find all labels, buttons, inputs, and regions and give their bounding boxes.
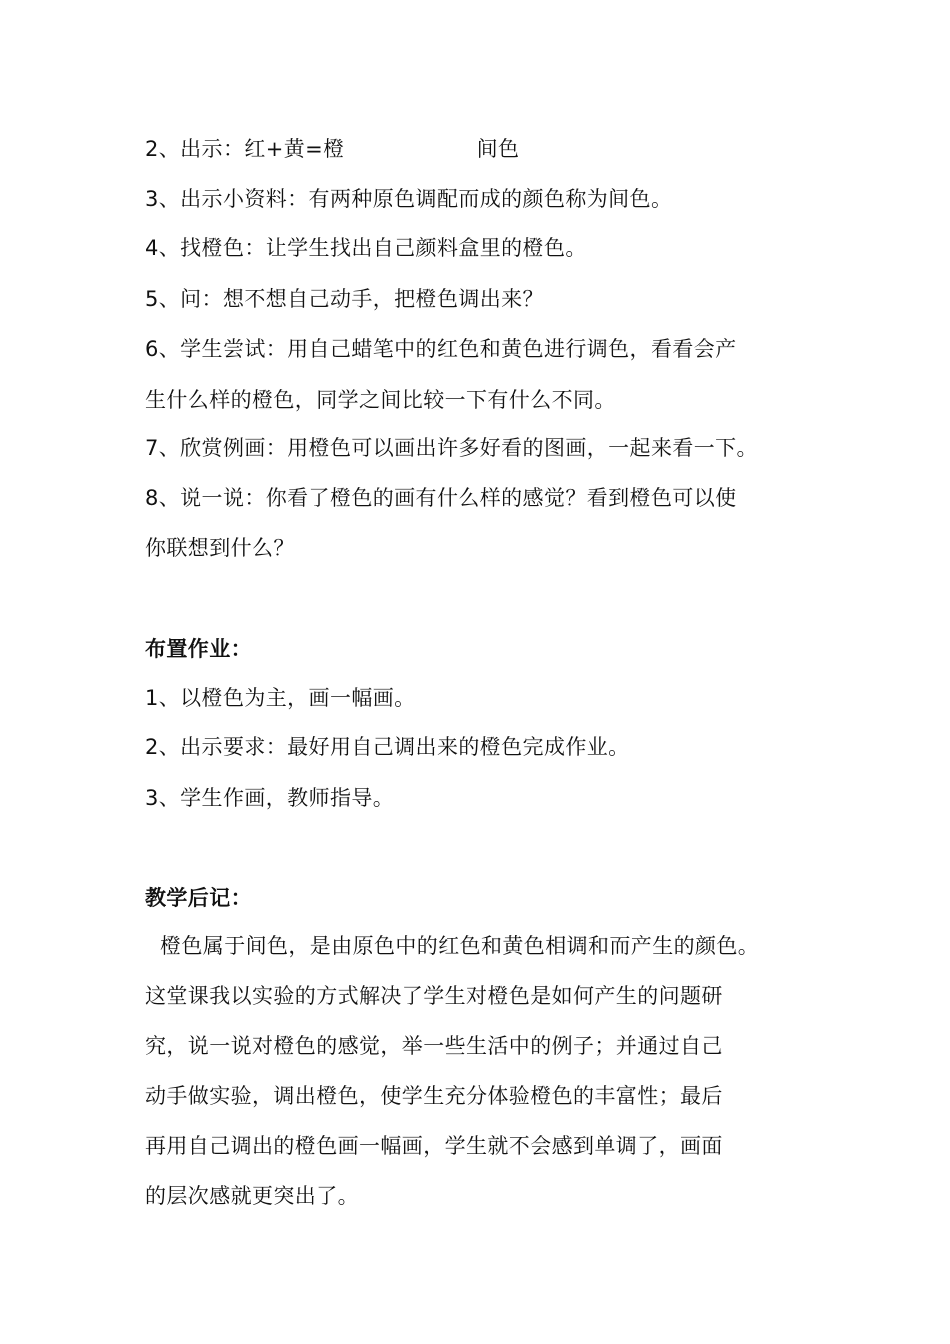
step-7-line: 7、欣赏例画：用橙色可以画出许多好看的图画，一起来看一下。 bbox=[145, 436, 758, 460]
step-8-line-1: 8、说一说：你看了橙色的画有什么样的感觉？看到橙色可以使 bbox=[145, 486, 737, 510]
step-5-line: 5、问：想不想自己动手，把橙色调出来？ bbox=[145, 287, 544, 311]
step-2-line bbox=[145, 134, 519, 164]
step-6-line-1: 6、学生尝试：用自己蜡笔中的红色和黄色进行调色，看看会产 bbox=[145, 337, 737, 361]
homework-item-3: 3、学生作画，教师指导。 bbox=[145, 786, 395, 810]
step-4-line: 4、找橙色：让学生找出自己颜料盒里的橙色。 bbox=[145, 236, 587, 260]
reflection-line-6: 的层次感就更突出了。 bbox=[145, 1184, 359, 1208]
homework-item-1: 1、以橙色为主，画一幅画。 bbox=[145, 686, 416, 710]
homework-heading: 布置作业： bbox=[145, 637, 252, 661]
step-2-label: 间色 bbox=[476, 137, 520, 161]
reflection-line-2: 这堂课我以实验的方式解决了学生对橙色是如何产生的问题研 bbox=[145, 984, 723, 1008]
reflection-line-4: 动手做实验，调出橙色，使学生充分体验橙色的丰富性；最后 bbox=[145, 1084, 723, 1108]
step-6-line-2: 生什么样的橙色，同学之间比较一下有什么不同。 bbox=[145, 388, 616, 412]
step-3-line: 3、出示小资料：有两种原色调配而成的颜色称为间色。 bbox=[145, 187, 673, 211]
step-8-line-2: 你联想到什么？ bbox=[145, 536, 295, 560]
homework-item-2: 2、出示要求：最好用自己调出来的橙色完成作业。 bbox=[145, 735, 630, 759]
reflection-line-3: 究，说一说对橙色的感觉，举一些生活中的例子；并通过自己 bbox=[145, 1034, 723, 1058]
reflection-line-1: 橙色属于间色，是由原色中的红色和黄色相调和而产生的颜色。 bbox=[160, 934, 760, 958]
step-2-text: 2、出示：红+黄=橙 bbox=[145, 137, 345, 161]
reflection-heading: 教学后记： bbox=[145, 886, 252, 910]
reflection-line-5: 再用自己调出的橙色画一幅画，学生就不会感到单调了，画面 bbox=[145, 1134, 723, 1158]
